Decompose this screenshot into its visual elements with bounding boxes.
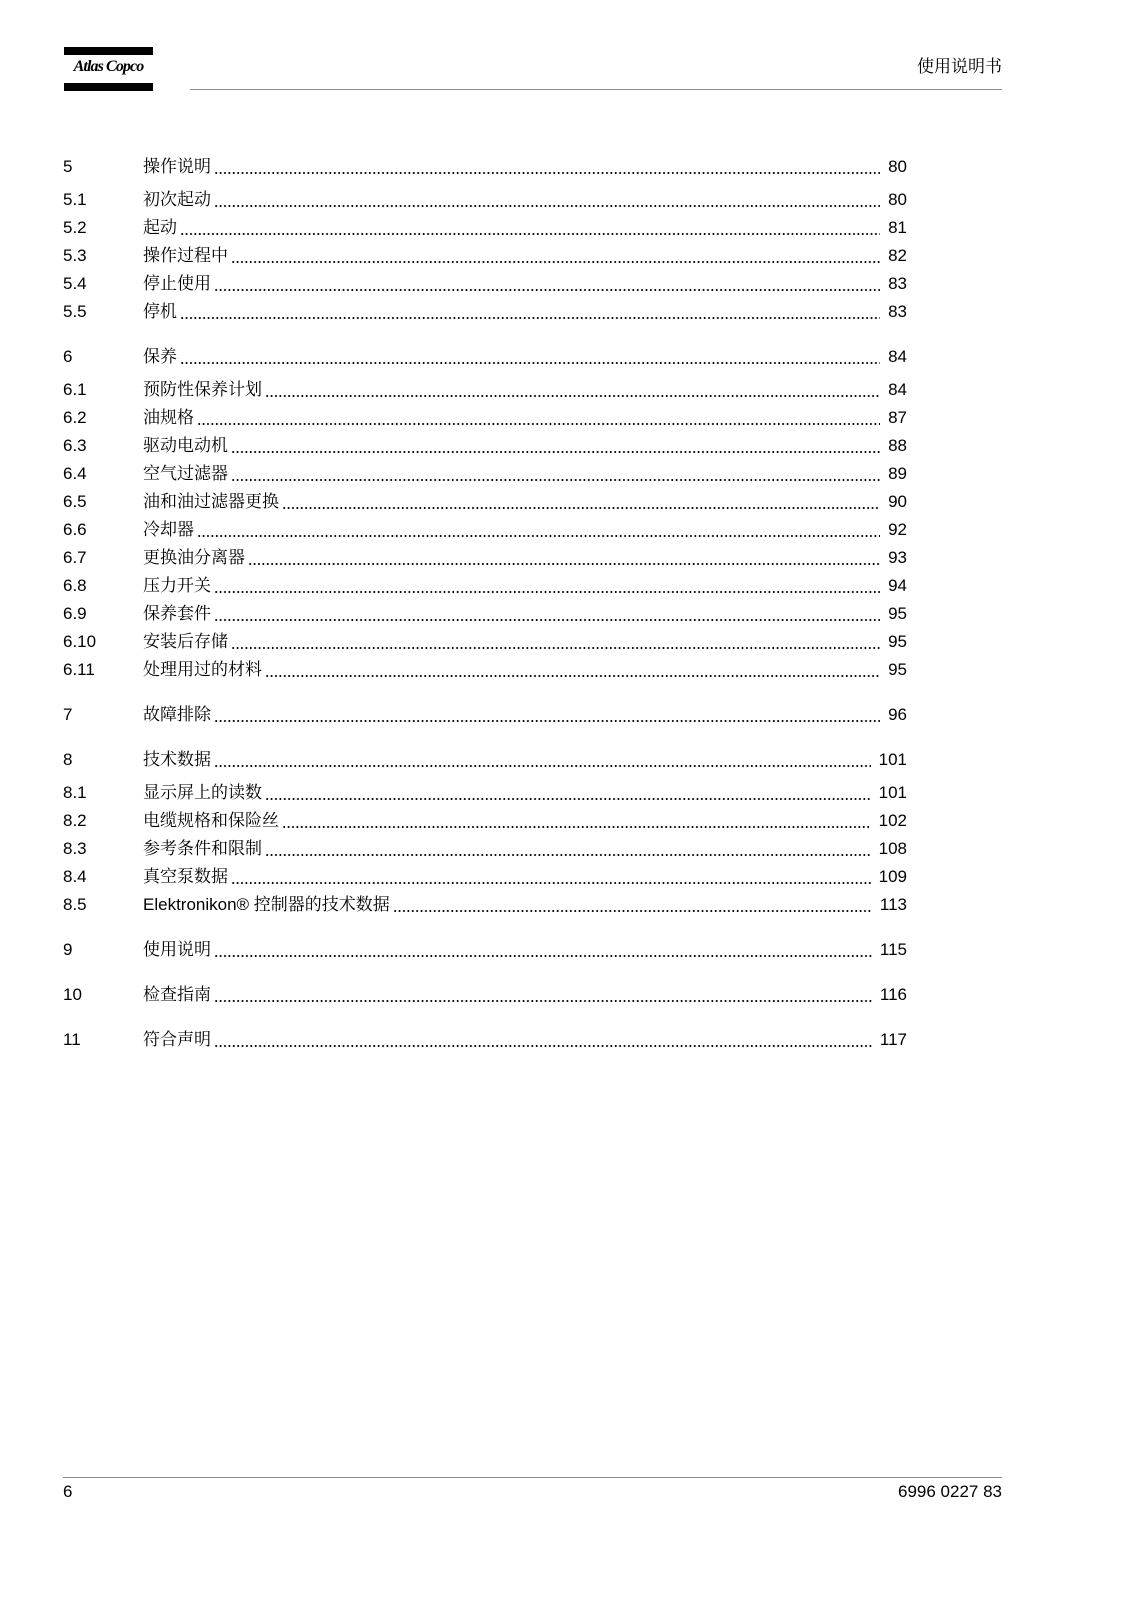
toc-dot-leader bbox=[230, 432, 880, 460]
table-of-contents bbox=[63, 153, 907, 1054]
toc-entry-page: 95 bbox=[888, 660, 907, 679]
toc-entry-title: 参考条件和限制 bbox=[143, 839, 262, 858]
toc-entry-page: 93 bbox=[888, 548, 907, 567]
toc-entry-page: 115 bbox=[879, 940, 907, 959]
toc-entry-page: 88 bbox=[888, 436, 907, 455]
toc-entry-title: 故障排除 bbox=[143, 705, 211, 724]
toc-entry-title: 停止使用 bbox=[143, 274, 211, 293]
toc-entry-number: 6.11 bbox=[63, 660, 95, 679]
toc-entry-title: 符合声明 bbox=[143, 1030, 211, 1049]
toc-entry-page: 92 bbox=[888, 520, 907, 539]
toc-dot-leader bbox=[213, 1026, 872, 1054]
toc-entry-page: 87 bbox=[888, 408, 907, 427]
toc-entry-title: 检查指南 bbox=[143, 985, 211, 1004]
toc-entry-page: 80 bbox=[888, 157, 907, 176]
toc-dot-leader bbox=[179, 343, 880, 371]
toc-section-entry bbox=[63, 460, 907, 488]
toc-section-entry bbox=[63, 656, 907, 684]
toc-entry-title: 安装后存储 bbox=[143, 632, 228, 651]
toc-dot-leader bbox=[392, 891, 872, 919]
toc-entry-title: 保养 bbox=[143, 347, 177, 366]
toc-entry-page: 94 bbox=[888, 576, 907, 595]
toc-entry-number: 10 bbox=[63, 985, 82, 1004]
toc-section-entry bbox=[63, 516, 907, 544]
toc-dot-leader bbox=[213, 981, 872, 1009]
toc-entry-number: 8.2 bbox=[63, 811, 87, 830]
toc-section-entry bbox=[63, 779, 907, 807]
toc-entry-number: 5.3 bbox=[63, 246, 87, 265]
toc-entry-page: 82 bbox=[888, 246, 907, 265]
toc-dot-leader bbox=[264, 656, 880, 684]
toc-dot-leader bbox=[264, 835, 871, 863]
toc-section-entry bbox=[63, 270, 907, 298]
toc-entry-number: 5.5 bbox=[63, 302, 87, 321]
toc-entry-number: 8 bbox=[63, 750, 73, 769]
toc-chapter-entry bbox=[63, 701, 907, 729]
toc-entry-title: 电缆规格和保险丝 bbox=[143, 811, 279, 830]
toc-entry-title: 驱动电动机 bbox=[143, 436, 228, 455]
toc-chapter-entry bbox=[63, 746, 907, 774]
toc-chapter-entry bbox=[63, 153, 907, 181]
toc-section-entry bbox=[63, 488, 907, 516]
toc-entry-page: 113 bbox=[879, 895, 907, 914]
toc-dot-leader bbox=[179, 214, 880, 242]
toc-entry-title: 操作说明 bbox=[143, 157, 211, 176]
toc-entry-page: 108 bbox=[878, 839, 907, 858]
toc-dot-leader bbox=[247, 544, 880, 572]
toc-entry-page: 84 bbox=[888, 347, 907, 366]
toc-entry-page: 101 bbox=[878, 783, 907, 802]
toc-dot-leader bbox=[179, 298, 880, 326]
toc-entry-number: 7 bbox=[63, 705, 73, 724]
toc-section-entry bbox=[63, 404, 907, 432]
toc-dot-leader bbox=[213, 572, 880, 600]
toc-entry-number: 6.7 bbox=[63, 548, 87, 567]
toc-section-entry bbox=[63, 298, 907, 326]
toc-entry-number: 8.5 bbox=[63, 895, 87, 914]
toc-entry-number: 6.3 bbox=[63, 436, 87, 455]
toc-section-entry bbox=[63, 214, 907, 242]
logo-top-bar bbox=[64, 47, 153, 55]
toc-section-entry bbox=[63, 863, 907, 891]
toc-dot-leader bbox=[213, 600, 880, 628]
toc-dot-leader bbox=[213, 270, 880, 298]
toc-entry-title: 预防性保养计划 bbox=[143, 380, 262, 399]
toc-entry-number: 8.1 bbox=[63, 783, 87, 802]
toc-entry-title: 起动 bbox=[143, 218, 177, 237]
toc-dot-leader bbox=[230, 242, 880, 270]
toc-entry-page: 116 bbox=[879, 985, 907, 1004]
toc-section-entry bbox=[63, 376, 907, 404]
header-title: 使用说明书 bbox=[917, 57, 1002, 76]
footer-document-number: 6996 0227 83 bbox=[898, 1482, 1002, 1501]
toc-entry-page: 96 bbox=[888, 705, 907, 724]
toc-entry-title: 操作过程中 bbox=[143, 246, 228, 265]
toc-entry-title: 空气过滤器 bbox=[143, 464, 228, 483]
atlas-copco-logo bbox=[64, 47, 153, 92]
toc-dot-leader bbox=[196, 516, 880, 544]
toc-section-entry bbox=[63, 600, 907, 628]
toc-section-entry bbox=[63, 835, 907, 863]
toc-entry-page: 89 bbox=[888, 464, 907, 483]
toc-entry-number: 6.2 bbox=[63, 408, 87, 427]
toc-section-entry bbox=[63, 891, 907, 919]
toc-chapter-entry bbox=[63, 981, 907, 1009]
toc-entry-title: Elektronikon® 控制器的技术数据 bbox=[143, 895, 390, 914]
toc-entry-page: 84 bbox=[888, 380, 907, 399]
toc-dot-leader bbox=[281, 807, 871, 835]
toc-entry-page: 80 bbox=[888, 190, 907, 209]
toc-entry-page: 83 bbox=[888, 302, 907, 321]
toc-entry-page: 109 bbox=[878, 867, 907, 886]
toc-dot-leader bbox=[230, 628, 880, 656]
toc-entry-number: 8.4 bbox=[63, 867, 87, 886]
toc-section-entry bbox=[63, 572, 907, 600]
toc-entry-number: 5.1 bbox=[63, 190, 87, 209]
toc-entry-page: 95 bbox=[888, 604, 907, 623]
logo-text: Atlas Copco bbox=[73, 58, 144, 75]
toc-entry-number: 8.3 bbox=[63, 839, 87, 858]
toc-dot-leader bbox=[196, 404, 880, 432]
toc-entry-number: 6.1 bbox=[63, 380, 87, 399]
toc-entry-page: 95 bbox=[888, 632, 907, 651]
toc-entry-page: 90 bbox=[888, 492, 907, 511]
toc-entry-number: 5.4 bbox=[63, 274, 87, 293]
toc-entry-number: 5.2 bbox=[63, 218, 87, 237]
toc-entry-title: 使用说明 bbox=[143, 940, 211, 959]
toc-chapter-entry bbox=[63, 343, 907, 371]
toc-entry-number: 5 bbox=[63, 157, 73, 176]
toc-section-entry bbox=[63, 807, 907, 835]
toc-chapter-entry bbox=[63, 936, 907, 964]
toc-entry-page: 83 bbox=[888, 274, 907, 293]
toc-section-entry bbox=[63, 186, 907, 214]
footer-page-number: 6 bbox=[63, 1482, 73, 1501]
toc-entry-title: 停机 bbox=[143, 302, 177, 321]
toc-dot-leader bbox=[264, 376, 880, 404]
toc-entry-title: 初次起动 bbox=[143, 190, 211, 209]
toc-entry-title: 冷却器 bbox=[143, 520, 194, 539]
toc-entry-page: 101 bbox=[878, 750, 907, 769]
toc-entry-title: 保养套件 bbox=[143, 604, 211, 623]
toc-entry-title: 油和油过滤器更换 bbox=[143, 492, 279, 511]
toc-entry-page: 81 bbox=[888, 218, 907, 237]
toc-entry-number: 9 bbox=[63, 940, 73, 959]
toc-entry-number: 11 bbox=[63, 1030, 81, 1049]
toc-section-entry bbox=[63, 432, 907, 460]
toc-entry-title: 压力开关 bbox=[143, 576, 211, 595]
toc-entry-title: 油规格 bbox=[143, 408, 194, 427]
toc-section-entry bbox=[63, 628, 907, 656]
toc-entry-number: 6 bbox=[63, 347, 73, 366]
toc-section-entry bbox=[63, 242, 907, 270]
toc-dot-leader bbox=[213, 746, 871, 774]
toc-entry-page: 102 bbox=[878, 811, 907, 830]
toc-dot-leader bbox=[213, 186, 880, 214]
toc-dot-leader bbox=[213, 701, 880, 729]
toc-entry-title: 更换油分离器 bbox=[143, 548, 245, 567]
toc-dot-leader bbox=[230, 863, 871, 891]
toc-entry-title: 真空泵数据 bbox=[143, 867, 228, 886]
toc-entry-number: 6.9 bbox=[63, 604, 87, 623]
toc-chapter-entry bbox=[63, 1026, 907, 1054]
toc-entry-number: 6.6 bbox=[63, 520, 87, 539]
toc-dot-leader bbox=[213, 936, 872, 964]
footer-divider bbox=[63, 1477, 1002, 1478]
logo-bottom-bar bbox=[64, 83, 153, 91]
toc-dot-leader bbox=[230, 460, 880, 488]
toc-dot-leader bbox=[213, 153, 880, 181]
toc-entry-number: 6.8 bbox=[63, 576, 87, 595]
toc-entry-number: 6.10 bbox=[63, 632, 97, 651]
toc-entry-title: 处理用过的材料 bbox=[143, 660, 262, 679]
toc-section-entry bbox=[63, 544, 907, 572]
toc-entry-number: 6.5 bbox=[63, 492, 87, 511]
toc-dot-leader bbox=[281, 488, 880, 516]
header-divider bbox=[190, 89, 1002, 90]
toc-entry-title: 技术数据 bbox=[143, 750, 211, 769]
toc-entry-number: 6.4 bbox=[63, 464, 87, 483]
toc-dot-leader bbox=[264, 779, 871, 807]
toc-entry-page: 117 bbox=[879, 1030, 907, 1049]
toc-entry-title: 显示屏上的读数 bbox=[143, 783, 262, 802]
